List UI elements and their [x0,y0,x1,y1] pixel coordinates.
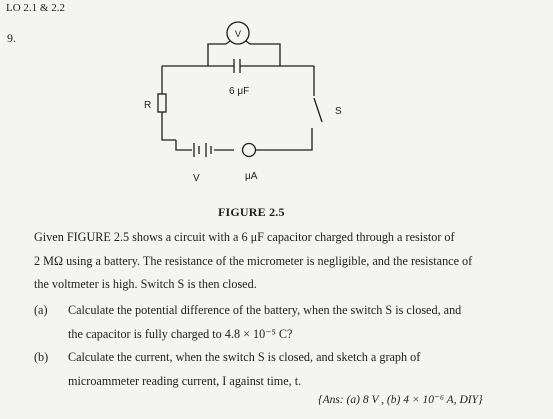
intro-line: 2 MΩ using a battery. The resistance of the micrometer is negligible, and the resistance of [34,253,473,268]
switch-blade [314,98,322,122]
figure-caption: FIGURE 2.5 [218,205,285,219]
part-a-text [68,299,461,346]
microammeter-label: μA [245,171,258,182]
voltmeter-label: V [234,29,242,39]
question-intro [34,226,534,297]
bottom-wire [176,140,234,150]
part-b-text [68,346,420,393]
part-a-label: (a) [34,303,48,317]
section-header: LO 2.1 & 2.2 [6,2,65,14]
part-a-line: the capacitor is fully charged to 4.8 × 10⁻⁵ C? [68,326,293,341]
left-wire [162,66,176,140]
part-b-line: Calculate the current, when the switch S is closed, and sketch a graph of [68,350,421,364]
part-a-line: Calculate the potential difference of the battery, when the switch S is closed, and [68,303,462,317]
switch-label: S [335,106,342,117]
capacitor-label: 6 μF [229,86,250,97]
question-number: 9. [7,31,16,45]
resistor-symbol [158,94,166,112]
part-b-line: microammeter reading current, I against time, t. [68,373,302,388]
resistor-label: R [144,100,152,111]
circuit-diagram [0,0,553,200]
intro-line: Given FIGURE 2.5 shows a circuit with a 6 μF capacitor charged through a resistor of [34,230,455,244]
part-b-label: (b) [34,350,49,364]
intro-line: the voltmeter is high. Switch S is then closed. [34,277,257,291]
voltmeter-wire [208,44,280,66]
answer-key: {Ans: (a) 8 V , (b) 4 × 10⁻⁶ A, DIY} [318,394,483,406]
battery-label: V [193,173,200,184]
microammeter-symbol [243,144,256,157]
right-lower-wire [256,128,312,150]
